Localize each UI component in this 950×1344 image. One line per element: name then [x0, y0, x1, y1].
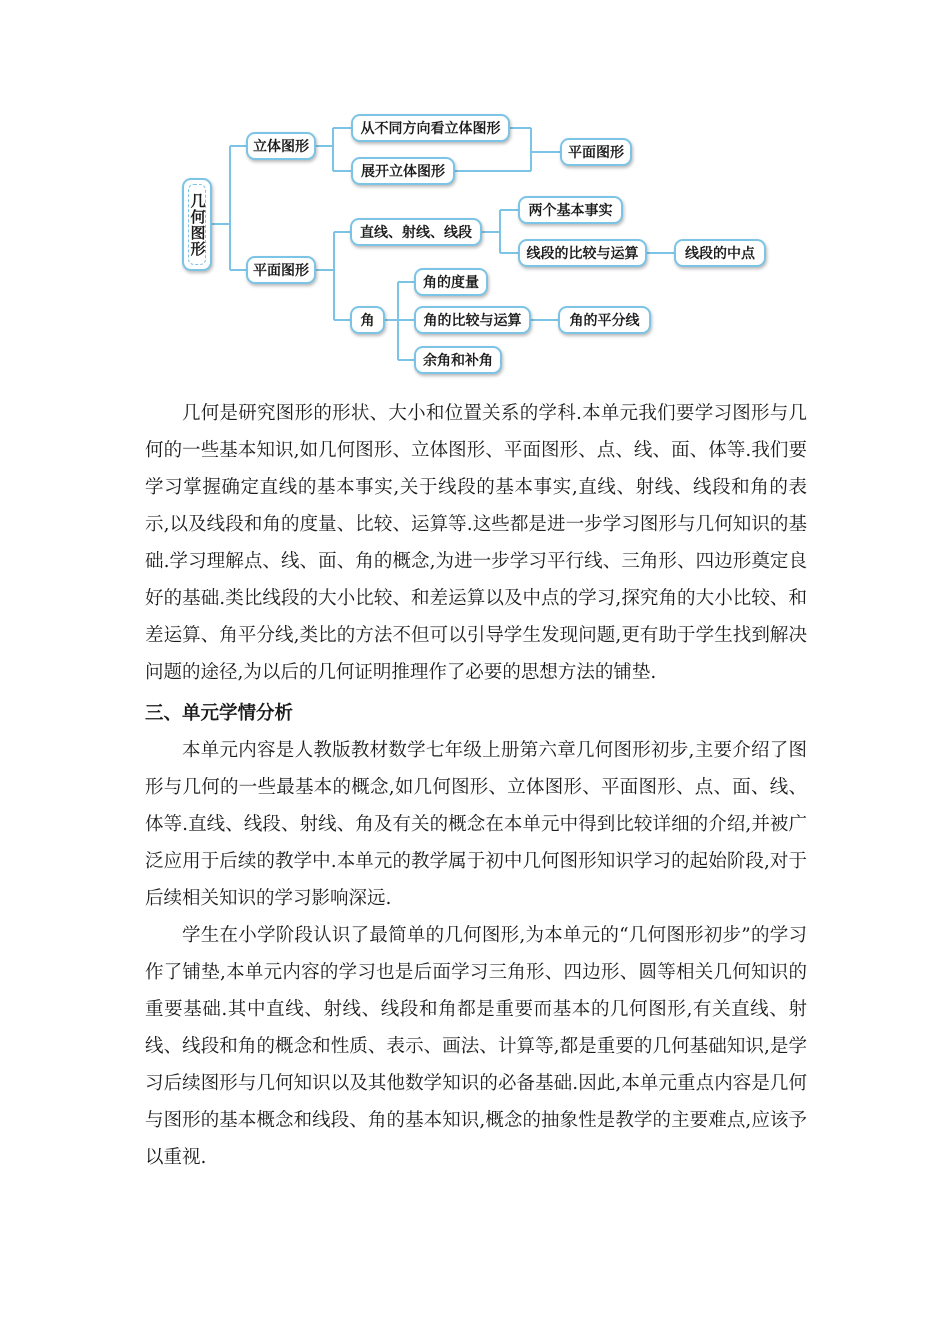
diagram-root-label: 几何图形 — [188, 192, 207, 257]
node-angle: 角 — [350, 306, 385, 334]
analysis-paragraph-2: 学生在小学阶段认识了最简单的几何图形,为本单元的“几何图形初步”的学习作了铺垫,本单元内容的学习也是后面学习三角形、四边形、圆等相关几何知识的重要基础.其中直线、射线、线段和角都是重要而基本的几何图形,有关直线、射线、线段和角的概念和性质、表示、画法、计算等,都是重要的几何基础知识,是学习后续图形与几何知识以及其他数学知识的必备基础.因此,本单元重点内容是几何与图形的基本概念和线段、角的基本知识,概念的抽象性是教学的主要难点,应该予以重视. — [145, 925, 807, 1168]
node-plane-figure-result: 平面图形 — [560, 138, 632, 166]
node-angle-compare-operate: 角的比较与运算 — [414, 306, 531, 334]
node-angle-bisector: 角的平分线 — [558, 306, 651, 334]
node-segment-midpoint: 线段的中点 — [674, 239, 766, 267]
node-unfold-solid: 展开立体图形 — [351, 157, 455, 185]
node-complement-supplement: 余角和补角 — [414, 346, 502, 374]
node-angle-measure: 角的度量 — [414, 268, 488, 296]
node-view-from-directions: 从不同方向看立体图形 — [351, 114, 510, 142]
diagram-root-node — [182, 178, 212, 271]
node-line-ray-segment: 直线、射线、线段 — [350, 218, 482, 246]
analysis-paragraph-1: 本单元内容是人教版教材数学七年级上册第六章几何图形初步,主要介绍了图形与几何的一些最基本的概念,如几何图形、立体图形、平面图形、点、面、线、体等.直线、线段、射线、角及有关的概念在本单元中得到比较详细的介绍,并被广泛应用于后续的教学中.本单元的教学属于初中几何图形知识学习的起始阶段,对于后续相关知识的学习影响深远. — [145, 740, 807, 909]
knowledge-structure-diagram — [0, 0, 950, 385]
node-solid-figure: 立体图形 — [246, 132, 316, 160]
node-segment-compare-operate: 线段的比较与运算 — [518, 239, 647, 267]
intro-paragraph: 几何是研究图形的形状、大小和位置关系的学科.本单元我们要学习图形与几何的一些基本知识,如几何图形、立体图形、平面图形、点、线、面、体等.我们要学习掌握确定直线的基本事实,关于线段的基本事实,直线、射线、线段和角的表示,以及线段和角的度量、比较、运算等.这些都是进一步学习图形与几何知识的基础.学习理解点、线、面、角的概念,为进一步学习平行线、三角形、四边形奠定良好的基础.类比线段的大小比较、和差运算以及中点的学习,探究角的大小比较、和差运算、角平分线,类比的方法不但可以引导学生发现问题,更有助于学生找到解决问题的途径,为以后的几何证明推理作了必要的思想方法的铺垫. — [145, 403, 807, 683]
node-plane-figure: 平面图形 — [246, 256, 316, 284]
node-two-basic-facts: 两个基本事实 — [518, 196, 623, 224]
section-heading: 三、单元学情分析 — [145, 703, 294, 724]
